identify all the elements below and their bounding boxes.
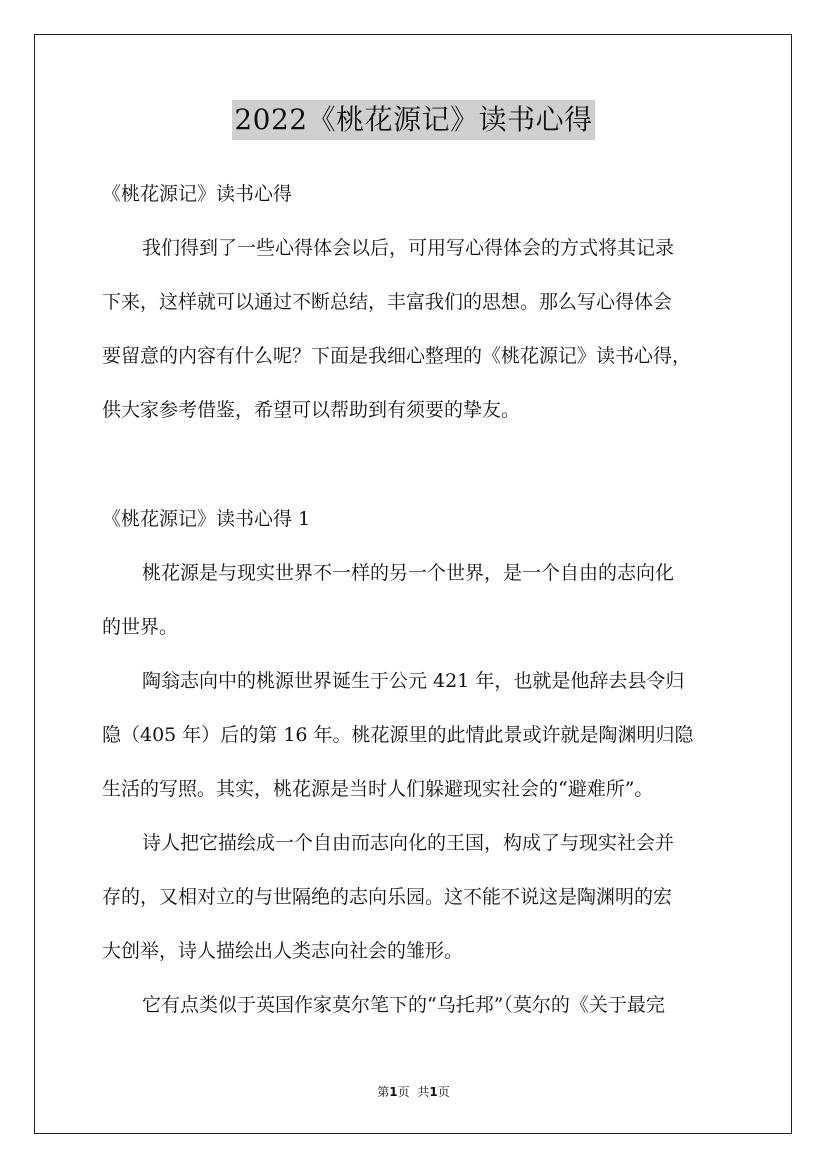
total-prefix: 共 bbox=[417, 1085, 430, 1099]
paragraph-line: 陶翁志向中的桃源世界诞生于公元 421 年，也就是他辞去县令归 bbox=[142, 670, 685, 692]
paragraph-line: 下来，这样就可以通过不断总结，丰富我们的思想。那么写心得体会 bbox=[102, 291, 673, 313]
paragraph-line: 隐（405 年）后的第 16 年。桃花源里的此情此景或许就是陶渊明归隐 bbox=[102, 724, 694, 746]
title-container bbox=[0, 100, 827, 140]
paragraph-line: 大创举，诗人描绘出人类志向社会的雏形。 bbox=[102, 940, 464, 962]
paragraph-line: 要留意的内容有什么呢？下面是我细心整理的《桃花源记》读书心得， bbox=[102, 345, 692, 367]
document-title: 2022《桃花源记》读书心得 bbox=[232, 100, 594, 140]
paragraph-line: 我们得到了一些心得体会以后，可用写心得体会的方式将其记录 bbox=[142, 237, 675, 259]
paragraph-line: 它有点类似于英国作家莫尔笔下的“乌托邦”（莫尔的《关于最完 bbox=[142, 994, 665, 1016]
section-heading: 《桃花源记》读书心得 bbox=[102, 183, 293, 205]
paragraph-line: 供大家参考借鉴，希望可以帮助到有须要的挚友。 bbox=[102, 399, 521, 421]
page-number: 1 bbox=[389, 1085, 398, 1099]
total-suffix: 页 bbox=[437, 1085, 450, 1099]
page-prefix: 第 bbox=[377, 1085, 390, 1099]
paragraph-line: 存的，又相对立的与世隔绝的志向乐园。这不能不说这是陶渊明的宏 bbox=[102, 886, 673, 908]
section-heading: 《桃花源记》读书心得 1 bbox=[102, 508, 311, 530]
total-pages: 1 bbox=[429, 1085, 438, 1099]
page-footer bbox=[0, 1084, 827, 1100]
paragraph-line: 生活的写照。其实，桃花源是当时人们躲避现实社会的“避难所”。 bbox=[102, 778, 654, 800]
paragraph-line: 诗人把它描绘成一个自由而志向化的王国，构成了与现实社会并 bbox=[142, 832, 675, 854]
paragraph-line: 的世界。 bbox=[102, 616, 179, 638]
paragraph-line: 桃花源是与现实世界不一样的另一个世界，是一个自由的志向化 bbox=[142, 562, 675, 584]
page-suffix: 页 bbox=[397, 1085, 410, 1099]
